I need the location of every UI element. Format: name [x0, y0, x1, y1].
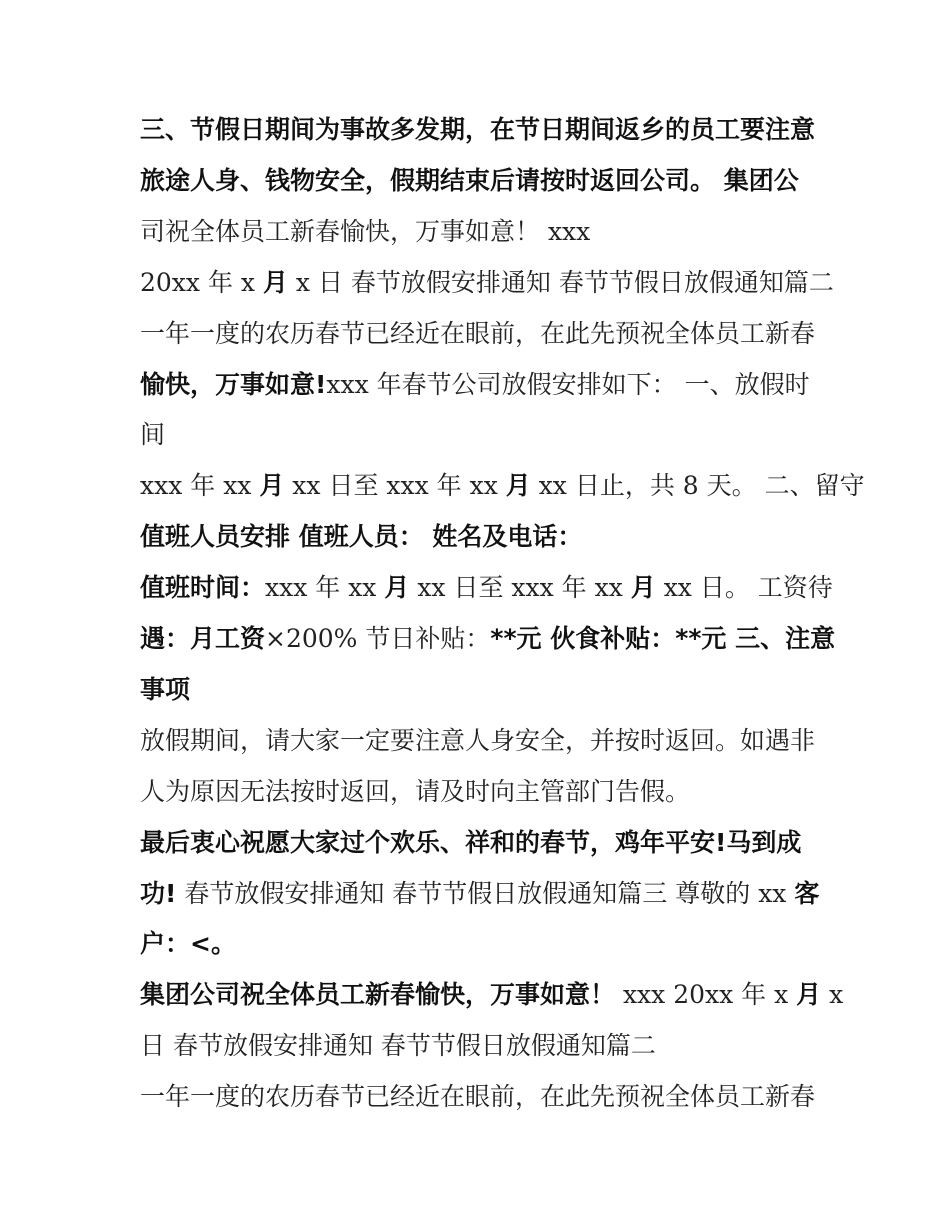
text-segment: 春节放假安排通知 春节节假日放假通知篇三 尊敬的 xx — [176, 879, 795, 908]
text-segment: 户：<。 — [140, 929, 236, 958]
text-segment: 月 — [505, 471, 531, 500]
text-segment: 月 — [259, 471, 285, 500]
text-segment: xx 日止，共 8 天。 二、留守 — [530, 471, 865, 500]
text-line — [140, 821, 830, 865]
text-line — [140, 872, 830, 916]
text-line — [140, 668, 830, 712]
text-segment: xxx 20xx 年 x — [615, 980, 797, 1009]
text-segment: 月 — [630, 573, 656, 602]
text-segment: xx 日。 工资待 — [655, 573, 833, 602]
text-segment: 遇：月工资 — [140, 624, 266, 653]
text-segment: xxx 年春节公司放假安排如下： 一、放假时 — [326, 370, 810, 399]
text-line — [140, 922, 830, 966]
text-line — [140, 261, 834, 305]
text-line — [140, 413, 830, 457]
text-segment: 月 — [796, 980, 822, 1009]
text-segment: 间 — [140, 420, 166, 449]
text-segment: **元 伙食补贴：**元 三、注意 — [490, 624, 836, 653]
text-segment: 月 — [262, 268, 288, 297]
text-line — [140, 1024, 830, 1068]
text-segment: x 日 春节放假安排通知 春节节假日放假通知篇二 — [287, 268, 834, 297]
text-segment: 一年一度的农历春节已经近在眼前，在此先预祝全体员工新春 — [140, 1082, 816, 1111]
text-line — [140, 515, 830, 559]
text-line — [140, 719, 830, 763]
text-line — [140, 566, 833, 610]
text-segment: 一年一度的农历春节已经近在眼前，在此先预祝全体员工新春 — [140, 319, 816, 348]
text-segment: 最后衷心祝愿大家过个欢乐、祥和的春节，鸡年平安!马到成 — [140, 828, 802, 857]
text-segment: x — [821, 980, 844, 1009]
text-segment: 值班人员安排 值班人员： 姓名及电话： — [140, 522, 583, 551]
text-line — [140, 770, 830, 814]
text-line — [140, 312, 830, 356]
text-segment: 20xx 年 x — [140, 268, 263, 297]
text-line — [140, 210, 830, 254]
text-line — [140, 973, 844, 1017]
text-segment: 愉快，万事如意! — [140, 370, 327, 399]
text-segment: 集团公司祝全体员工新春愉快，万事如意！ — [140, 980, 616, 1009]
text-segment: 旅途人身、钱物安全，假期结束后请按时返回公司。 集团公 — [140, 166, 799, 195]
text-segment: 人为原因无法按时返回，请及时向主管部门告假。 — [140, 777, 691, 806]
text-segment: xxx 年 xx — [140, 471, 260, 500]
text-segment: 功! — [140, 879, 177, 908]
text-line — [140, 363, 830, 407]
text-line — [140, 159, 830, 203]
text-segment: 放假期间，请大家一定要注意人身安全，并按时返回。如遇非 — [140, 726, 816, 755]
text-line — [140, 617, 836, 661]
text-line — [140, 108, 830, 152]
text-segment: xxx 年 xx — [265, 573, 385, 602]
text-segment: 日 春节放假安排通知 春节节假日放假通知篇二 — [140, 1031, 656, 1060]
text-segment: xx 日至 xxx 年 xx — [409, 573, 631, 602]
text-segment: 月 — [384, 573, 410, 602]
text-segment: 值班时间： — [140, 573, 266, 602]
text-segment: 三、节假日期间为事故多发期，在节日期间返乡的员工要注意 — [140, 115, 816, 144]
text-segment: xx 日至 xxx 年 xx — [284, 471, 506, 500]
text-segment: 司祝全体员工新春愉快，万事如意！ xxx — [140, 217, 591, 246]
text-segment: 事项 — [140, 675, 191, 704]
text-segment: 客 — [794, 879, 820, 908]
text-line — [140, 1075, 830, 1119]
text-line — [140, 464, 865, 508]
text-segment: ×200% 节日补贴： — [265, 624, 491, 653]
